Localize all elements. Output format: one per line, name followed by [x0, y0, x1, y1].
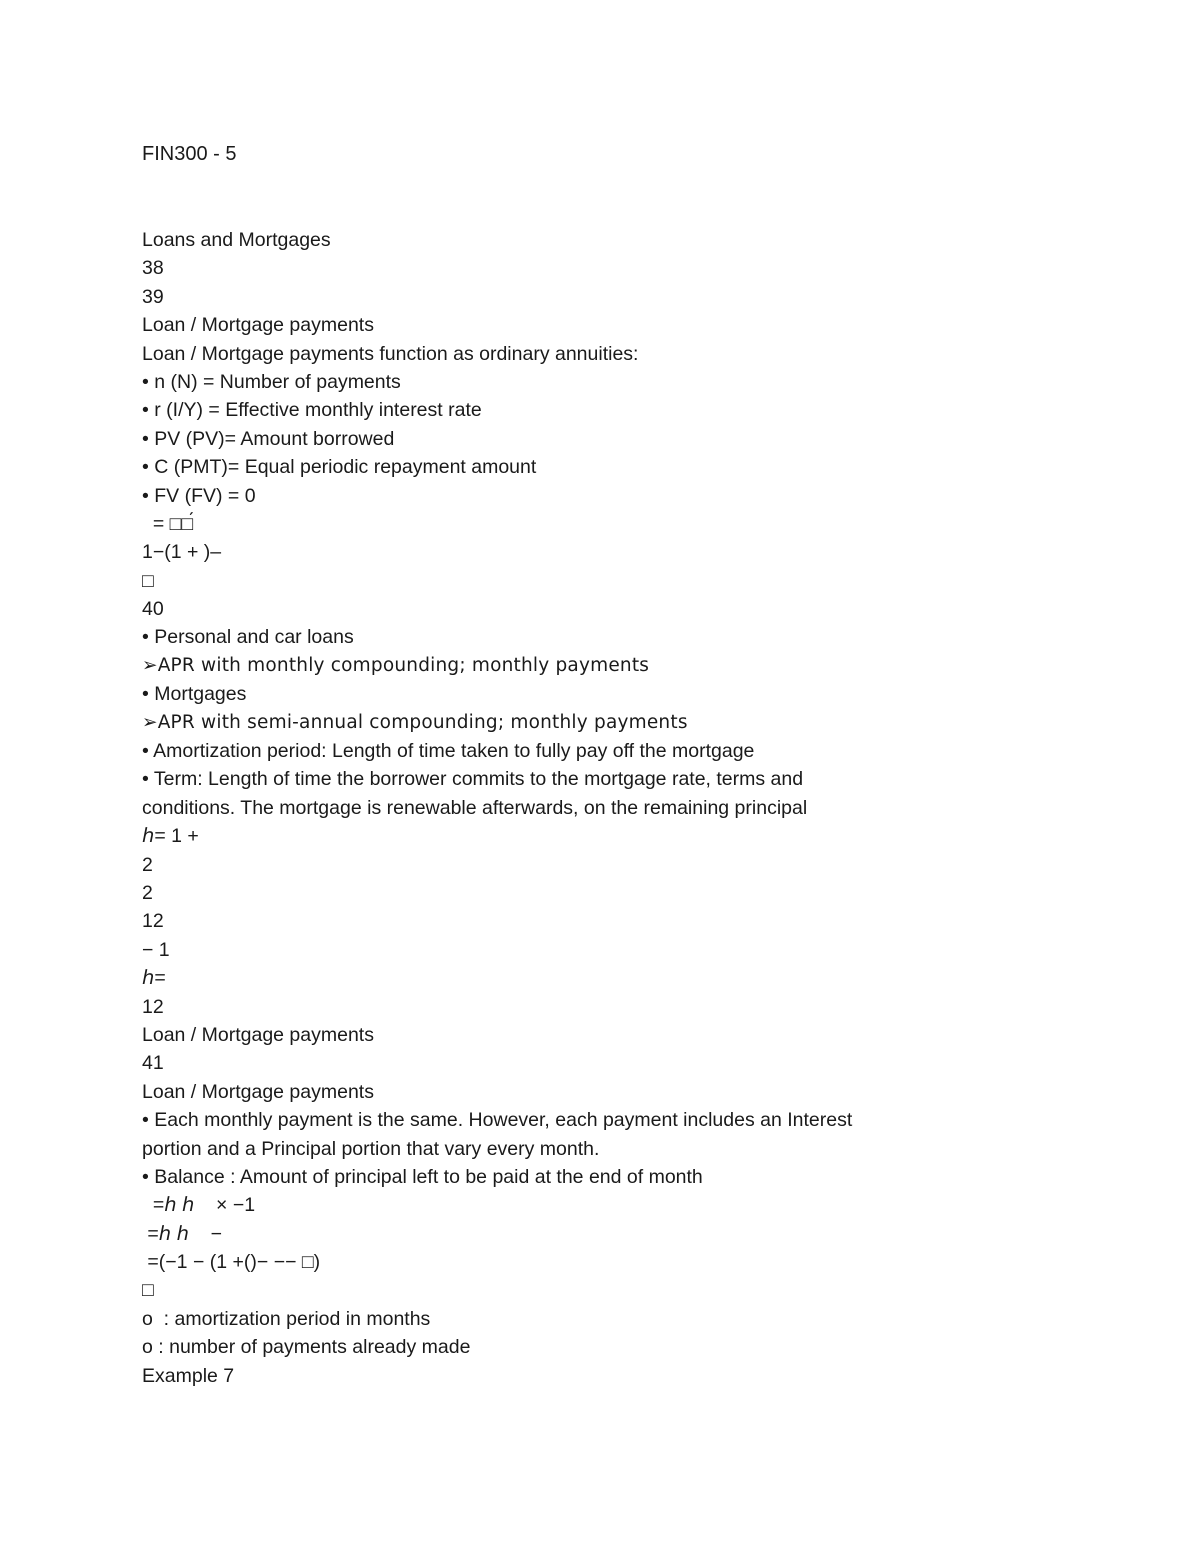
text-line: • r (I/Y) = Effective monthly interest rate — [142, 399, 482, 422]
text-line: • C (PMT)= Equal periodic repayment amount — [142, 456, 537, 479]
text-line: 39 — [142, 285, 164, 308]
document-title: FIN300 - 5 — [142, 143, 237, 165]
document-body — [142, 226, 852, 1390]
text-line: • n (N) = Number of payments — [142, 370, 401, 393]
text-line: • Each monthly payment is the same. However, each payment includes an Interest — [142, 1109, 853, 1132]
text-line: − 1 — [142, 938, 170, 961]
text-line: =ℎ ℎ − — [142, 1222, 222, 1245]
text-line: 12 — [142, 995, 164, 1018]
text-line: Loan / Mortgage payments — [142, 314, 374, 337]
text-line: • FV (FV) = 0 — [142, 484, 256, 507]
text-line: • Mortgages — [142, 683, 247, 706]
text-line: • Personal and car loans — [142, 626, 354, 649]
text-line: 12 — [142, 910, 164, 933]
text-line: o : amortization period in months — [142, 1307, 431, 1330]
text-line: Loans and Mortgages — [142, 229, 331, 251]
text-line: ℎ= 1 + — [142, 825, 199, 848]
text-line: □ — [142, 569, 154, 592]
text-line: =ℎ ℎ × −1 — [142, 1194, 256, 1217]
text-line: • Amortization period: Length of time taken to fully pay off the mortgage — [142, 740, 755, 763]
text-line: Example 7 — [142, 1364, 235, 1387]
text-line: =(−1 − (1 +()− −− □) — [142, 1251, 321, 1274]
text-line: 1−(1 + )– — [142, 541, 222, 564]
text-line: 38 — [142, 257, 164, 280]
text-line: = □□́ — [142, 512, 194, 535]
text-line: Loan / Mortgage payments — [142, 1023, 374, 1046]
text-line: 40 — [142, 598, 164, 621]
text-line: ➢APR with monthly compounding; monthly payments — [142, 654, 650, 676]
text-line: 2 — [142, 853, 153, 876]
text-line: Loan / Mortgage payments — [142, 1080, 374, 1103]
text-line: ➢APR with semi-annual compounding; monthly payments — [142, 711, 688, 733]
text-line: 41 — [142, 1052, 164, 1075]
text-line: ℎ= — [142, 967, 166, 990]
text-line: □ — [142, 1279, 154, 1302]
text-line: o : number of payments already made — [142, 1336, 471, 1359]
text-line: portion and a Principal portion that vary every month. — [142, 1137, 600, 1160]
text-line: • PV (PV)= Amount borrowed — [142, 427, 395, 450]
text-line: 2 — [142, 881, 153, 904]
text-line: • Balance : Amount of principal left to be paid at the end of month — [142, 1165, 703, 1188]
text-line: conditions. The mortgage is renewable afterwards, on the remaining principal — [142, 796, 808, 819]
text-line: Loan / Mortgage payments function as ordinary annuities: — [142, 342, 639, 365]
text-line: • Term: Length of time the borrower commits to the mortgage rate, terms and — [142, 768, 804, 791]
